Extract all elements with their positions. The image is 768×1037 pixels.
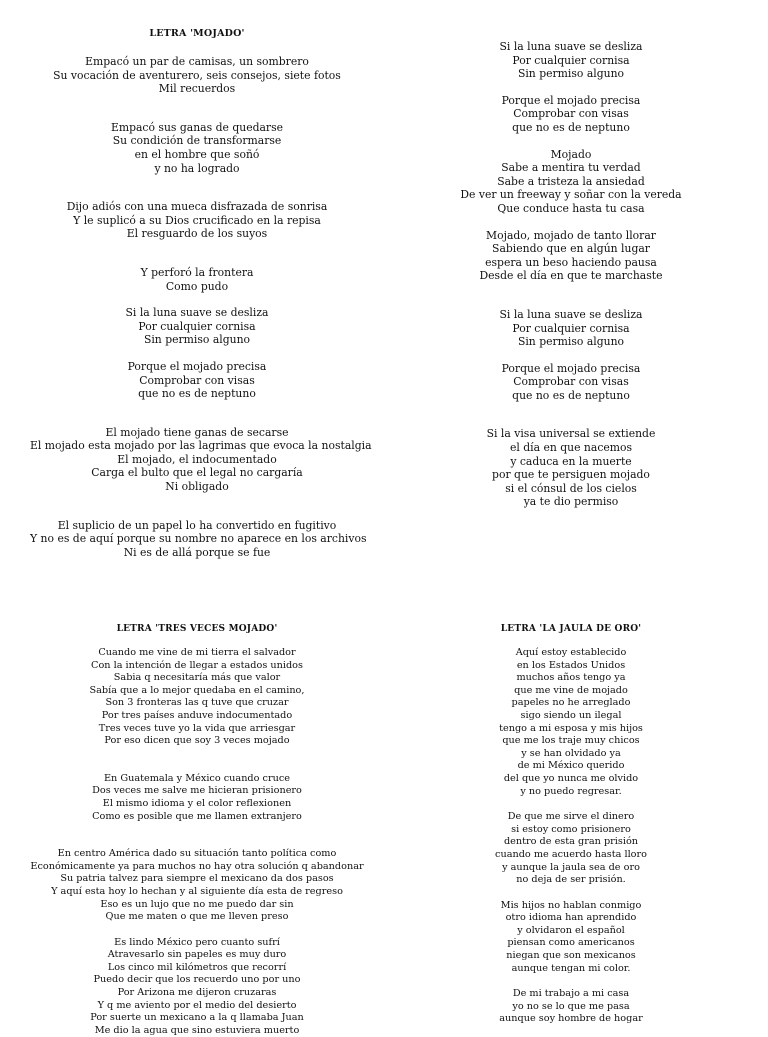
lyric-line: Empacó un par de camisas, un sombrero bbox=[85, 55, 309, 68]
song-body bbox=[404, 40, 738, 509]
lyric-line: Mojado bbox=[550, 147, 592, 161]
lyric-line: Dos veces me salve me hicieran prisionero bbox=[92, 785, 302, 797]
stanza bbox=[30, 773, 364, 823]
stanza bbox=[404, 647, 738, 798]
lyric-line: Puedo decir que los recuerdo uno por uno bbox=[93, 974, 301, 986]
lyric-line: Si la luna suave se desliza bbox=[499, 307, 643, 321]
song-body bbox=[30, 55, 372, 559]
lyric-line: Sabiendo que en algún lugar bbox=[492, 242, 650, 256]
lyric-line: Su condición de transformarse bbox=[112, 134, 282, 148]
song-body bbox=[30, 647, 364, 1037]
lyric-line: piensan como americanos bbox=[507, 937, 635, 949]
lyric-line: no deja de ser prisión. bbox=[516, 874, 626, 886]
lyric-line: Ni obligado bbox=[165, 480, 229, 494]
lyric-line: El mojado esta mojado por las lagrimas que evoca la nostalgia bbox=[30, 439, 372, 453]
lyric-line: aunque tengan mi color. bbox=[511, 962, 631, 974]
lyric-line: Empacó sus ganas de quedarse bbox=[110, 120, 284, 134]
lyric-line: Atravesarlo sin papeles es muy duro bbox=[107, 949, 287, 961]
lyric-line: Carga el bulto que el legal no cargaría bbox=[91, 466, 303, 480]
lyric-line: Cuando me vine de mi tierra el salvador bbox=[98, 647, 296, 658]
lyric-line: y aunque la jaula sea de oro bbox=[502, 861, 640, 873]
lyric-line: Por cualquier cornisa bbox=[138, 319, 256, 333]
lyric-line: Los cinco mil kilómetros que recorrí bbox=[107, 961, 287, 973]
lyric-line: Ni es de allá porque se fue bbox=[123, 545, 271, 559]
lyric-line: Sin permiso alguno bbox=[143, 333, 251, 347]
lyric-line: Comprobar con visas bbox=[139, 373, 255, 387]
lyric-line: Sabía que a lo mejor quedaba en el camino, bbox=[89, 684, 305, 696]
lyric-line: ya te dio permiso bbox=[523, 495, 619, 509]
lyric-line: Por suerte un mexicano a la q llamaba Juan bbox=[90, 1012, 304, 1024]
song-tres-veces-mojado bbox=[30, 622, 364, 1037]
stanza bbox=[30, 937, 364, 1037]
lyric-line: Y le suplicó a su Dios crucificado en la repisa bbox=[73, 213, 321, 227]
lyric-line: y se han olvidado ya bbox=[521, 747, 621, 759]
lyric-line: si el cónsul de los cielos bbox=[505, 481, 637, 495]
lyric-line: Es lindo México pero cuanto sufrí bbox=[114, 936, 280, 948]
lyric-line: El mojado, el indocumentado bbox=[117, 452, 277, 466]
lyric-line: Mil recuerdos bbox=[158, 82, 236, 96]
lyric-line: que me vine de mojado bbox=[514, 684, 628, 696]
lyric-line: y caduca en la muerte bbox=[510, 454, 632, 468]
stanza bbox=[404, 308, 738, 349]
stanza bbox=[30, 55, 364, 96]
lyric-line: Comprobar con visas bbox=[513, 107, 629, 121]
lyric-line: Que conduce hasta tu casa bbox=[497, 201, 645, 215]
lyric-line: Tres veces tuve yo la vida que arriesgar bbox=[98, 722, 296, 734]
lyric-line: niegan que son mexicanos bbox=[506, 950, 636, 962]
lyric-line: dentro de esta gran prisión bbox=[503, 836, 639, 848]
lyric-line: Si la visa universal se extiende bbox=[486, 427, 656, 441]
lyric-line: En centro América dado su situación tanto política como bbox=[57, 848, 337, 860]
lyric-line: espera un beso haciendo pausa bbox=[485, 255, 657, 269]
lyric-line: Por Arizona me dijeron cruzaras bbox=[117, 987, 277, 999]
stanza bbox=[30, 121, 364, 175]
song-title: LETRA 'MOJADO' bbox=[149, 28, 245, 39]
lyric-line: Sin permiso alguno bbox=[517, 67, 625, 81]
lyric-line: Que me maten o que me lleven preso bbox=[105, 911, 289, 923]
lyric-line: Aquí estoy establecido bbox=[515, 647, 627, 658]
lyric-line: que no es de neptuno bbox=[512, 388, 630, 402]
song-body bbox=[404, 647, 738, 1026]
lyric-line: del que yo nunca me olvido bbox=[503, 772, 639, 784]
lyric-line: que no es de neptuno bbox=[512, 120, 630, 134]
lyric-line: De que me sirve el dinero bbox=[507, 811, 635, 823]
stanza bbox=[30, 425, 372, 494]
lyric-line: Y aquí esta hoy lo hechan y al siguiente día esta de regreso bbox=[51, 885, 343, 897]
stanza bbox=[30, 518, 367, 560]
lyric-line: Porque el mojado precisa bbox=[501, 93, 641, 107]
lyric-line: Comprobar con visas bbox=[513, 375, 629, 389]
lyric-line: y no ha logrado bbox=[154, 161, 240, 175]
lyric-line: El suplicio de un papel lo ha convertido en fugitivo bbox=[57, 518, 337, 532]
lyric-line: Son 3 fronteras las q tuve que cruzar bbox=[105, 697, 289, 709]
lyric-line: cuando me acuerdo hasta lloro bbox=[495, 848, 647, 860]
lyric-line: que no es de neptuno bbox=[138, 387, 256, 401]
lyric-line: y olvidaron el español bbox=[517, 924, 625, 936]
lyric-line: Y no es de aquí porque su nombre no aparece en los archivos bbox=[30, 532, 367, 546]
lyric-line: que me los traje muy chicos bbox=[502, 735, 640, 747]
lyric-line: De mi trabajo a mi casa bbox=[512, 988, 630, 1000]
lyric-line: Con la intención de llegar a estados unidos bbox=[91, 659, 303, 671]
lyric-line: muchos años tengo ya bbox=[516, 672, 626, 684]
lyric-line: Económicamente ya para muchos no hay otra solución q abandonar bbox=[30, 860, 364, 872]
lyric-line: Por cualquier cornisa bbox=[512, 321, 630, 335]
lyric-line: Como es posible que me llamen extranjero bbox=[92, 810, 302, 822]
lyric-line: yo no se lo que me pasa bbox=[512, 1000, 630, 1012]
lyric-line: Por cualquier cornisa bbox=[512, 53, 630, 67]
lyric-line: Sabe a tristeza la ansiedad bbox=[497, 174, 645, 188]
lyric-line: de mi México querido bbox=[517, 760, 625, 772]
lyric-line: En Guatemala y México cuando cruce bbox=[103, 772, 291, 784]
lyric-line: papeles no he arreglado bbox=[511, 697, 631, 709]
lyric-line: tengo a mi esposa y mis hijos bbox=[499, 722, 643, 734]
lyric-line: El mismo idioma y el color reflexionen bbox=[102, 797, 292, 809]
stanza bbox=[404, 229, 738, 283]
lyric-line: aunque soy hombre de hogar bbox=[499, 1013, 643, 1025]
lyric-line: Porque el mojado precisa bbox=[501, 361, 641, 375]
stanza bbox=[30, 200, 364, 241]
lyric-line: Mojado, mojado de tanto llorar bbox=[486, 228, 656, 242]
lyric-line: Si la luna suave se desliza bbox=[499, 40, 643, 53]
stanza bbox=[404, 148, 738, 216]
lyric-line: sigo siendo un ilegal bbox=[520, 709, 622, 721]
lyric-line: Sabia q necesitaría más que valor bbox=[113, 672, 281, 684]
lyric-line: si estoy como prisionero bbox=[511, 823, 631, 835]
song-title: LETRA 'TRES VECES MOJADO' bbox=[116, 624, 278, 634]
stanza bbox=[404, 988, 738, 1026]
lyric-line: De ver un freeway y soñar con la vereda bbox=[460, 188, 682, 202]
song-la-jaula-de-oro bbox=[404, 622, 738, 1026]
lyric-line: El resguardo de los suyos bbox=[126, 227, 268, 241]
lyric-line: Desde el día en que te marchaste bbox=[479, 269, 663, 283]
stanza bbox=[404, 900, 738, 976]
lyric-line: en el hombre que soñó bbox=[134, 147, 260, 161]
song-title: LETRA 'LA JAULA DE ORO' bbox=[500, 624, 642, 634]
stanza bbox=[30, 647, 364, 748]
lyric-line: Si la luna suave se desliza bbox=[125, 306, 269, 320]
lyric-line: Eso es un lujo que no me puedo dar sin bbox=[100, 898, 294, 910]
lyric-line: Porque el mojado precisa bbox=[127, 359, 267, 373]
stanza bbox=[404, 362, 738, 403]
lyric-line: otro idioma han aprendido bbox=[505, 912, 637, 924]
stanza bbox=[30, 360, 364, 401]
lyric-line: Mis hijos no hablan conmigo bbox=[500, 899, 642, 911]
stanza bbox=[404, 94, 738, 135]
lyric-line: y no puedo regresar. bbox=[520, 785, 622, 797]
stanza bbox=[30, 306, 364, 347]
song-mojado bbox=[30, 27, 372, 559]
lyric-line: Su patria talvez para siempre el mexicano da dos pasos bbox=[60, 873, 334, 885]
lyric-line: en los Estados Unidos bbox=[516, 659, 626, 671]
lyric-line: Me dio la agua que sino estuviera muerto bbox=[94, 1024, 300, 1036]
lyric-line: Y q me aviento por el medio del desierto bbox=[97, 999, 297, 1011]
lyric-line: Por eso dicen que soy 3 veces mojado bbox=[104, 735, 290, 747]
lyric-line: El mojado tiene ganas de secarse bbox=[105, 425, 289, 439]
lyric-line: Como pudo bbox=[165, 279, 229, 293]
stanza bbox=[30, 266, 364, 293]
stanza bbox=[404, 427, 738, 509]
lyric-line: Por tres países anduve indocumentado bbox=[101, 709, 293, 721]
lyric-line: Dijo adiós con una mueca disfrazada de sonrisa bbox=[66, 200, 328, 214]
lyric-line: Sin permiso alguno bbox=[517, 335, 625, 349]
stanza bbox=[404, 811, 738, 887]
lyric-line: Su vocación de aventurero, seis consejos, siete fotos bbox=[53, 68, 341, 82]
stanza bbox=[30, 848, 364, 924]
lyric-line: el día en que nacemos bbox=[509, 441, 633, 455]
lyric-line: Y perforó la frontera bbox=[140, 265, 254, 279]
lyric-line: Sabe a mentira tu verdad bbox=[501, 161, 641, 175]
song-mojado-continued bbox=[404, 40, 738, 509]
lyric-line: por que te persiguen mojado bbox=[492, 468, 650, 482]
stanza bbox=[404, 40, 738, 81]
